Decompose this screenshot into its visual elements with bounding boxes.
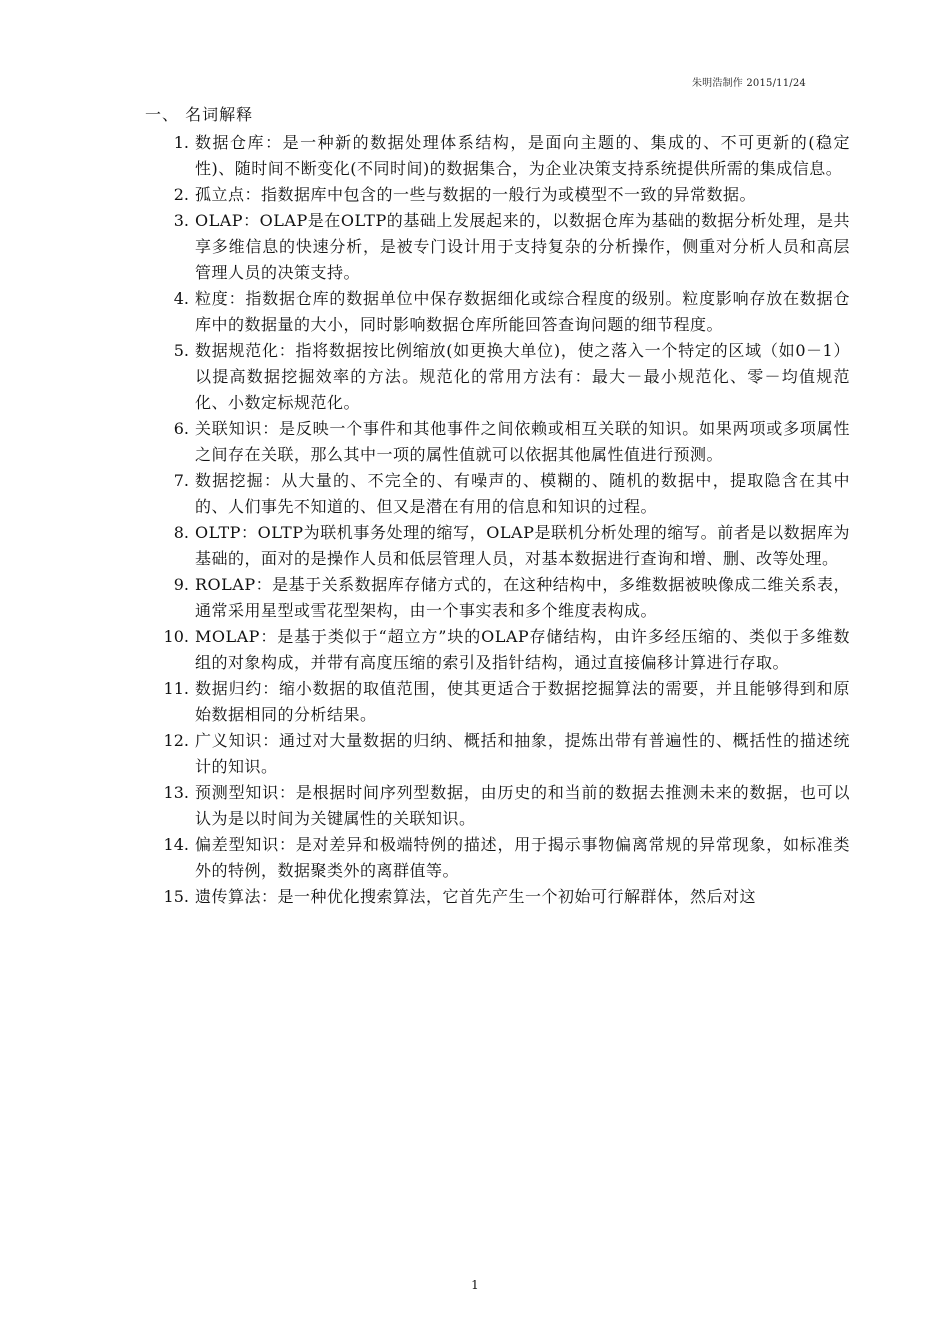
list-item bbox=[150, 130, 850, 182]
item-number: 2. bbox=[173, 185, 189, 204]
item-number: 3. bbox=[173, 211, 189, 230]
item-text: OLAP：OLAP是在OLTP的基础上发展起来的，以数据仓库为基础的数据分析处理，是共享多维信息的快速分析，是被专门设计用于支持复杂的分析操作，侧重对分析人员和高层管理人员的决策支持。 bbox=[195, 211, 850, 282]
list-item bbox=[150, 468, 850, 520]
list-item bbox=[150, 884, 850, 910]
item-text: OLTP：OLTP为联机事务处理的缩写，OLAP是联机分析处理的缩写。前者是以数据库为基础的，面对的是操作人员和低层管理人员，对基本数据进行查询和增、删、改等处理。 bbox=[195, 523, 850, 568]
list-item bbox=[150, 572, 850, 624]
list-item bbox=[150, 728, 850, 780]
list-item bbox=[150, 520, 850, 572]
item-text: 数据规范化：指将数据按比例缩放(如更换大单位)，使之落入一个特定的区域（如0－1）以提高数据挖掘效率的方法。规范化的常用方法有：最大－最小规范化、零－均值规范化、小数定标规范化。 bbox=[195, 341, 850, 412]
header-author-date: 朱明浩制作 2015/11/24 bbox=[691, 78, 806, 89]
item-number: 12. bbox=[163, 731, 189, 750]
item-text: 粒度：指数据仓库的数据单位中保存数据细化或综合程度的级别。粒度影响存放在数据仓库中的数据量的大小，同时影响数据仓库所能回答查询问题的细节程度。 bbox=[195, 289, 850, 334]
item-number: 5. bbox=[173, 341, 189, 360]
item-number: 9. bbox=[173, 575, 189, 594]
item-number: 10. bbox=[163, 627, 189, 646]
page-number: 1 bbox=[471, 1278, 479, 1292]
term-list bbox=[150, 130, 850, 910]
item-number: 13. bbox=[163, 783, 189, 802]
item-number: 1. bbox=[173, 133, 189, 152]
item-number: 6. bbox=[173, 419, 189, 438]
item-text: MOLAP：是基于类似于“超立方”块的OLAP存储结构，由许多经压缩的、类似于多维数组的对象构成，并带有高度压缩的索引及指针结构，通过直接偏移计算进行存取。 bbox=[195, 627, 850, 672]
item-number: 11. bbox=[163, 679, 189, 698]
item-text: 数据挖掘：从大量的、不完全的、有噪声的、模糊的、随机的数据中，提取隐含在其中的、人们事先不知道的、但又是潜在有用的信息和知识的过程。 bbox=[195, 471, 850, 516]
list-item bbox=[150, 338, 850, 416]
item-text: 预测型知识：是根据时间序列型数据，由历史的和当前的数据去推测未来的数据，也可以认为是以时间为关键属性的关联知识。 bbox=[195, 783, 850, 828]
item-number: 4. bbox=[173, 289, 189, 308]
item-number: 8. bbox=[173, 523, 189, 542]
item-text: 关联知识：是反映一个事件和其他事件之间依赖或相互关联的知识。如果两项或多项属性之间存在关联，那么其中一项的属性值就可以依据其他属性值进行预测。 bbox=[195, 419, 850, 464]
item-text: ROLAP：是基于关系数据库存储方式的，在这种结构中，多维数据被映像成二维关系表，通常采用星型或雪花型架构，由一个事实表和多个维度表构成。 bbox=[195, 575, 850, 620]
list-item bbox=[150, 182, 850, 208]
item-text: 数据归约：缩小数据的取值范围，使其更适合于数据挖掘算法的需要，并且能够得到和原始数据相同的分析结果。 bbox=[195, 679, 850, 724]
item-number: 15. bbox=[163, 887, 189, 906]
item-text: 遗传算法：是一种优化搜索算法，它首先产生一个初始可行解群体，然后对这 bbox=[195, 887, 757, 906]
list-item bbox=[150, 832, 850, 884]
list-item bbox=[150, 780, 850, 832]
item-text: 孤立点：指数据库中包含的一些与数据的一般行为或模型不一致的异常数据。 bbox=[195, 185, 757, 204]
section-title: 一、 名词解释 bbox=[145, 105, 254, 124]
list-item bbox=[150, 416, 850, 468]
list-item bbox=[150, 286, 850, 338]
item-number: 14. bbox=[163, 835, 189, 854]
list-item bbox=[150, 208, 850, 286]
list-item bbox=[150, 624, 850, 676]
item-text: 偏差型知识：是对差异和极端特例的描述，用于揭示事物偏离常规的异常现象，如标准类外的特例，数据聚类外的离群值等。 bbox=[195, 835, 850, 880]
item-number: 7. bbox=[173, 471, 189, 490]
list-item bbox=[150, 676, 850, 728]
item-text: 数据仓库：是一种新的数据处理体系结构，是面向主题的、集成的、不可更新的(稳定性)、随时间不断变化(不同时间)的数据集合，为企业决策支持系统提供所需的集成信息。 bbox=[195, 133, 850, 178]
item-text: 广义知识：通过对大量数据的归纳、概括和抽象，提炼出带有普遍性的、概括性的描述统计的知识。 bbox=[195, 731, 850, 776]
